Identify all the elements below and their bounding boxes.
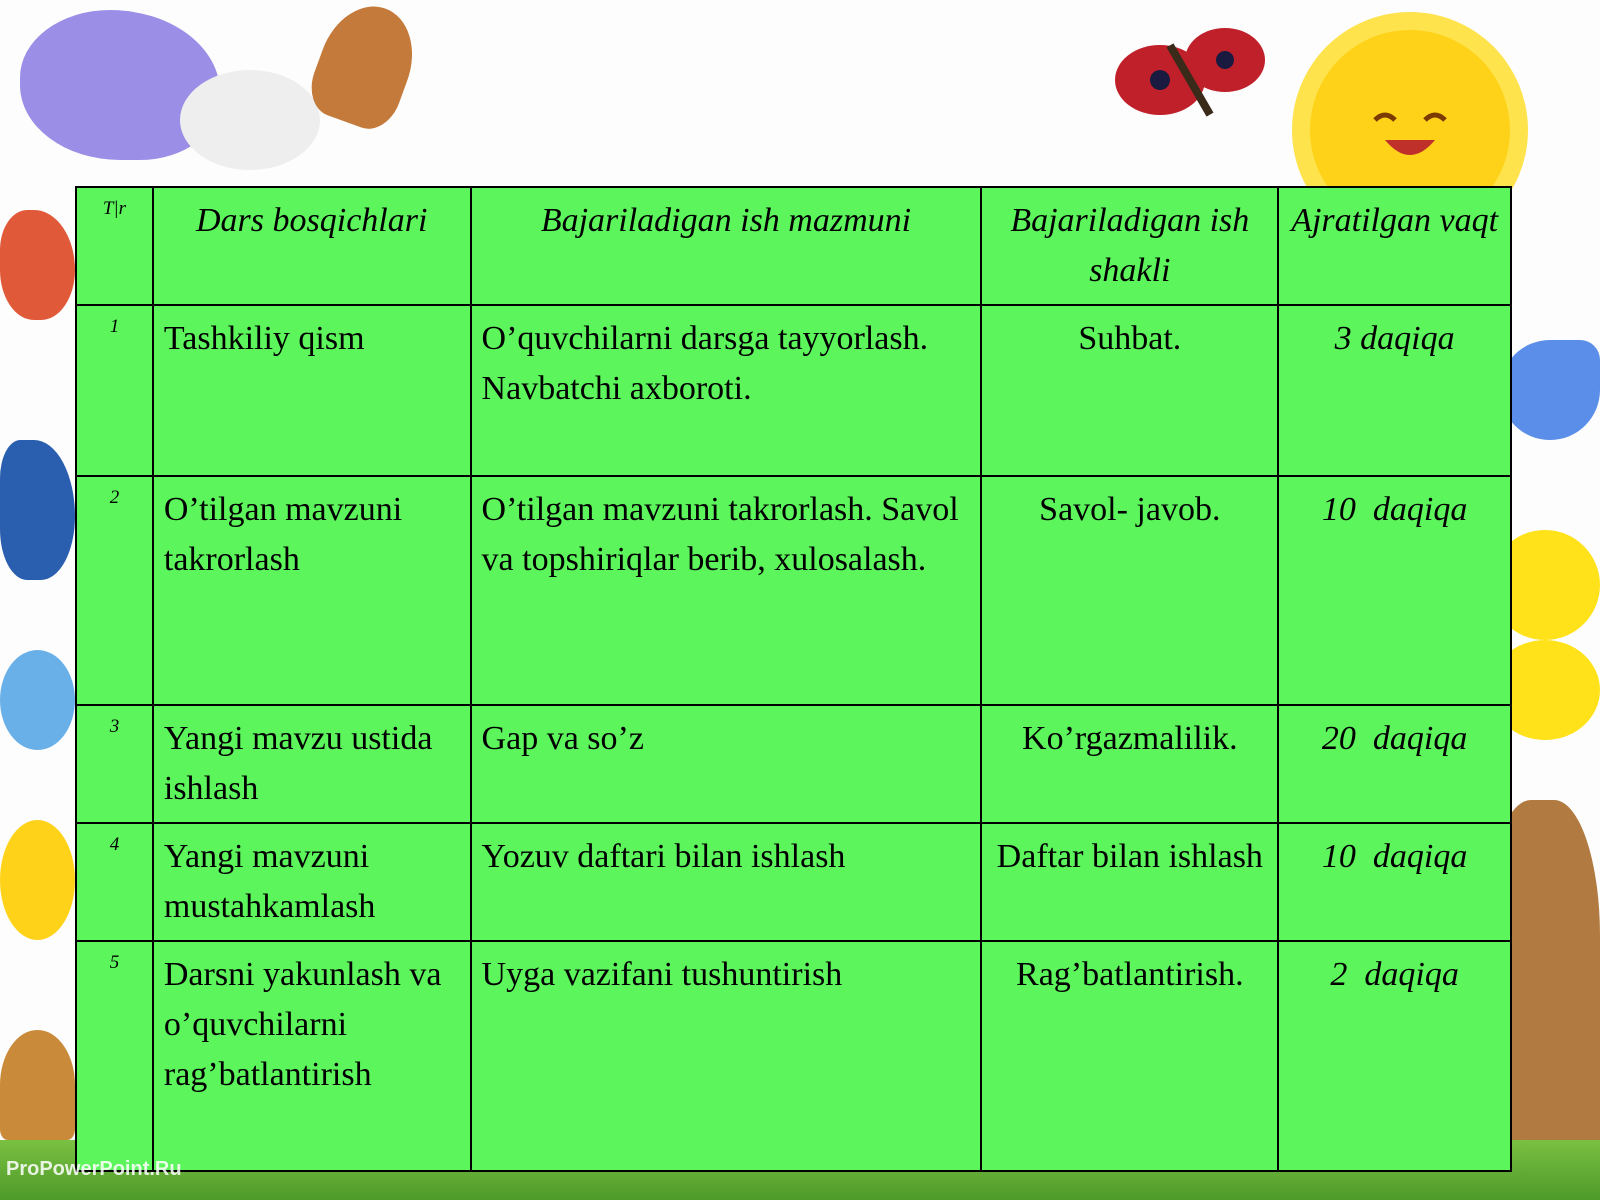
header-number: T|r (76, 187, 153, 305)
allotted-time-cell: 10 daqiqa (1278, 823, 1511, 941)
work-content-cell: Gap va so’z (471, 705, 982, 823)
row-number: 4 (76, 823, 153, 941)
butterfly-illustration (0, 210, 75, 320)
allotted-time-cell: 3 daqiqa (1278, 305, 1511, 476)
flower-illustration (0, 820, 75, 940)
header-work-content: Bajariladigan ish mazmuni (471, 187, 982, 305)
work-content-cell: O’tilgan mavzuni takrorlash. Savol va topshiriqlar berib, xulosalash. (471, 476, 982, 705)
work-form-cell: Daftar bilan ishlash (981, 823, 1278, 941)
lesson-stage-cell: Yangi mavzu ustida ishlash (153, 705, 471, 823)
table-row (76, 476, 1511, 705)
bird-illustration (1500, 340, 1600, 440)
allotted-time-cell: 20 daqiqa (1278, 705, 1511, 823)
header-lesson-stages: Dars bosqichlari (153, 187, 471, 305)
butterfly-illustration (1110, 20, 1270, 130)
work-content-cell: Uyga vazifani tushuntirish (471, 941, 982, 1171)
work-form-cell: Rag’batlantirish. (981, 941, 1278, 1171)
allotted-time-cell: 10 daqiqa (1278, 476, 1511, 705)
work-form-cell: Suhbat. (981, 305, 1278, 476)
lesson-plan-table (75, 186, 1512, 1172)
lesson-stage-cell: Tashkiliy qism (153, 305, 471, 476)
header-allotted-time: Ajratilgan vaqt (1278, 187, 1511, 305)
table-row (76, 823, 1511, 941)
table-row (76, 305, 1511, 476)
lesson-stage-cell: O’tilgan mavzuni takrorlash (153, 476, 471, 705)
work-content-cell: Yozuv daftari bilan ishlash (471, 823, 982, 941)
lesson-stage-cell: Yangi mavzuni mustahkamlash (153, 823, 471, 941)
cloud-illustration (180, 70, 320, 170)
mushroom-illustration (0, 1030, 75, 1140)
header-work-form: Bajariladigan ish shakli (981, 187, 1278, 305)
work-form-cell: Savol- javob. (981, 476, 1278, 705)
table-row (76, 705, 1511, 823)
row-number: 1 (76, 305, 153, 476)
table-row (76, 941, 1511, 1171)
table-header-row (76, 187, 1511, 305)
work-form-cell: Ko’rgazmalilik. (981, 705, 1278, 823)
allotted-time-cell: 2 daqiqa (1278, 941, 1511, 1171)
butterfly-illustration (302, 0, 428, 137)
row-number: 2 (76, 476, 153, 705)
watermark: ProPowerPoint.Ru (6, 1158, 182, 1180)
row-number: 5 (76, 941, 153, 1171)
lesson-stage-cell: Darsni yakunlash va o’quvchilarni rag’batlantirish (153, 941, 471, 1171)
butterfly-illustration (0, 440, 75, 580)
butterfly-illustration (0, 650, 75, 750)
row-number: 3 (76, 705, 153, 823)
sun-face-icon (1360, 100, 1460, 170)
work-content-cell: O’quvchilarni darsga tayyorlash. Navbatchi axboroti. (471, 305, 982, 476)
